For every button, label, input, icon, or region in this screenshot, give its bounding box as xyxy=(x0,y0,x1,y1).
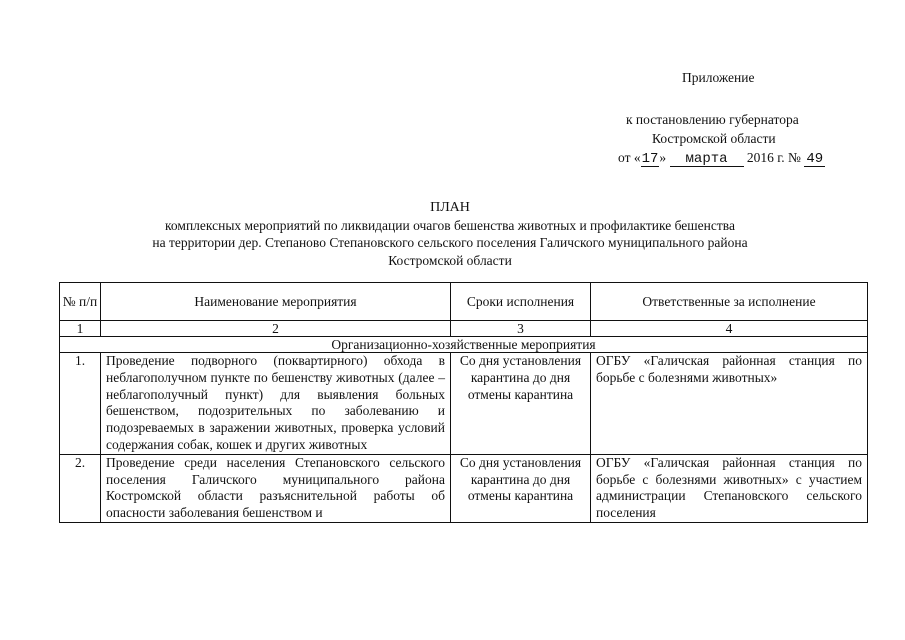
decree-date-line xyxy=(618,148,825,167)
region-line: Костромской области xyxy=(652,131,776,146)
table-header-row xyxy=(60,283,868,321)
date-prefix: от « xyxy=(618,150,641,165)
header-term: Сроки исполнения xyxy=(451,283,591,321)
column-number: 4 xyxy=(591,321,868,337)
header-number: № п/п xyxy=(60,283,101,321)
row-responsible-cell xyxy=(591,454,868,522)
plan-subtitle-line2: на территории дер. Степаново Степановского сельского поселения Галичского муниципального района xyxy=(152,235,748,250)
row-index: 1. xyxy=(60,353,101,455)
date-mid: » xyxy=(659,150,667,165)
row-activity-cell xyxy=(101,454,451,522)
row-responsible: ОГБУ «Галичская районная станция по борьбе с болезнями животных» с участием администрации Степановского сельского поселения xyxy=(596,454,862,521)
row-term: Со дня установления карантина до дня отмены карантина xyxy=(451,353,591,455)
decree-reference xyxy=(618,110,825,167)
decree-number: 49 xyxy=(806,151,824,167)
decree-day: 17 xyxy=(641,151,659,167)
decree-month: марта xyxy=(670,153,744,167)
section-row xyxy=(60,337,868,353)
plan-title: ПЛАН xyxy=(430,200,470,215)
row-activity: Проведение подворного (поквартирного) обхода в неблагополучном пункте по бешенству животных (далее – неблагополучный пункт) для выявления больных бешенством, подозрительных по заболеванию и подозреваемых в заражении животных, проверка условий содержания собак, кошек и других животных xyxy=(101,353,451,455)
column-number-row xyxy=(60,321,868,337)
row-term: Со дня установления карантина до дня отмены карантина xyxy=(451,454,591,522)
table-row xyxy=(60,353,868,455)
column-number: 2 xyxy=(101,321,451,337)
section-title: Организационно-хозяйственные мероприятия xyxy=(60,337,868,353)
row-index: 2. xyxy=(60,454,101,522)
column-number: 3 xyxy=(451,321,591,337)
header-responsible: Ответственные за исполнение xyxy=(591,283,868,321)
header-name: Наименование мероприятия xyxy=(101,283,451,321)
row-activity: Проведение среди населения Степановского сельского поселения Галичского муниципального района Костромской области разъяснительной работы об опасности заболевания бешенством и xyxy=(106,454,445,521)
row-responsible: ОГБУ «Галичская районная станция по борьбе с болезнями животных» xyxy=(591,353,868,455)
plan-subtitle-line1: комплексных мероприятий по ликвидации очагов бешенства животных и профилактике бешенства xyxy=(165,217,735,233)
plan-title-block xyxy=(60,199,840,269)
year-suffix: 2016 г. № xyxy=(746,150,801,165)
appendix-label: Приложение xyxy=(682,70,755,85)
plan-table xyxy=(59,282,868,523)
column-number: 1 xyxy=(60,321,101,337)
table-row xyxy=(60,454,868,522)
plan-subtitle-line3: Костромской области xyxy=(388,252,512,268)
to-decree-line: к постановлению губернатора xyxy=(626,112,799,127)
